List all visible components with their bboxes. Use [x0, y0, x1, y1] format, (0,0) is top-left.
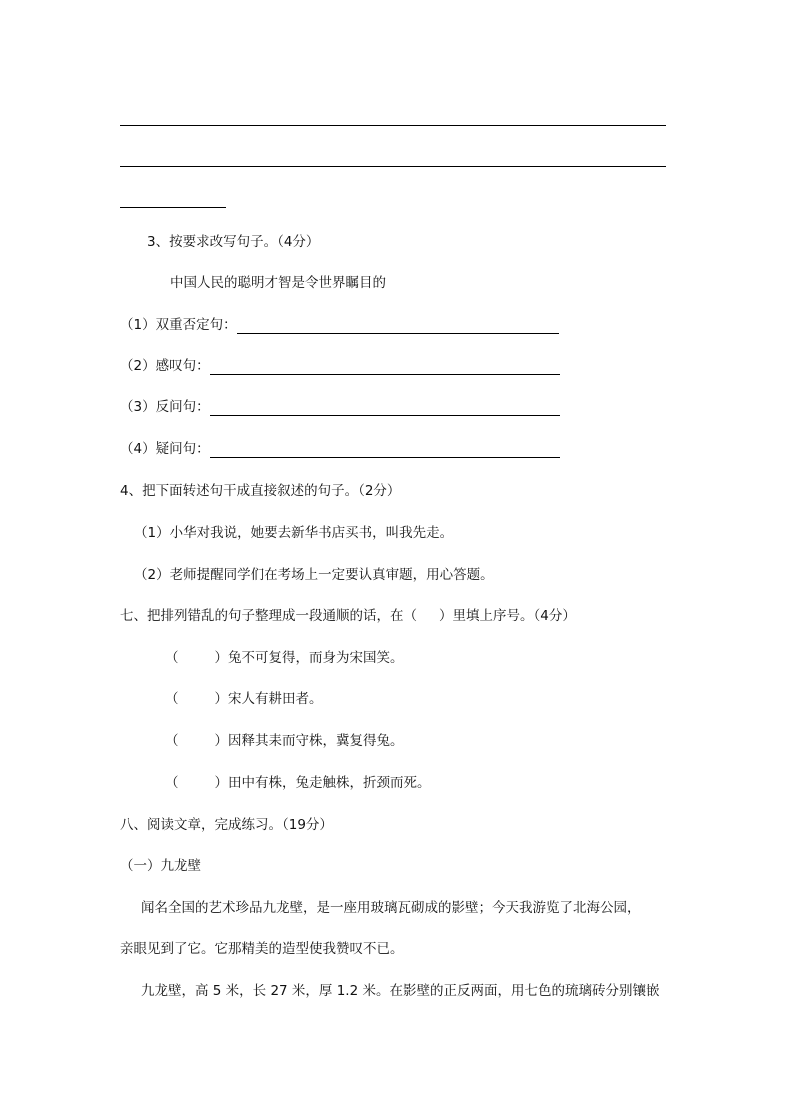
answer-line[interactable]	[120, 207, 226, 208]
order-paren-close: ）	[214, 691, 228, 707]
order-paren-open: （	[165, 650, 179, 666]
order-paren-open: （	[165, 733, 179, 749]
q7-item	[165, 690, 323, 708]
order-paren-open: （	[165, 775, 179, 791]
q7-item	[165, 732, 404, 750]
passage-line: 亲眼见到了它。它那精美的造型使我赞叹不已。	[120, 941, 404, 957]
q7-item-text: 兔不可复得，而身为宋国笑。	[228, 650, 404, 666]
q7-title	[120, 607, 576, 625]
q7-item	[165, 649, 404, 667]
q3-item-label: （1）双重否定句：	[120, 317, 237, 333]
q7-title-text: 七、把排列错乱的句子整理成一段通顺的话，在（	[120, 608, 417, 624]
q8-section-title: （一）九龙壁	[120, 858, 201, 874]
q3-item-label: （4）疑问句：	[120, 441, 210, 457]
q3-sentence: 中国人民的聪明才智是令世界瞩目的	[170, 275, 386, 291]
passage-line: 闻名全国的艺术珍品九龙壁，是一座用玻璃瓦砌成的影壁；今天我游览了北海公园，	[141, 900, 641, 916]
q7-title-text: ）里填上序号。（4分）	[439, 608, 576, 624]
order-paren-close: ）	[214, 733, 228, 749]
q7-item	[165, 774, 431, 792]
answer-blank[interactable]	[210, 401, 560, 416]
q3-item-4	[120, 440, 560, 458]
order-paren-close: ）	[214, 775, 228, 791]
q4-item: （2）老师提醒同学们在考场上一定要认真审题，用心答题。	[134, 567, 494, 583]
q3-item-label: （3）反问句：	[120, 399, 210, 415]
q7-item-text: 田中有株，兔走触株，折颈而死。	[228, 775, 431, 791]
q3-item-2	[120, 357, 560, 375]
q3-title: 3、按要求改写句子。（4分）	[147, 234, 320, 250]
order-paren-close: ）	[214, 650, 228, 666]
passage-line: 九龙壁，高 5 米，长 27 米，厚 1.2 米。在影壁的正反两面，用七色的琉璃砖分别镶嵌	[141, 983, 660, 999]
q3-item-3	[120, 398, 560, 416]
q3-item-label: （2）感叹句：	[120, 358, 210, 374]
q8-title: 八、阅读文章，完成练习。（19分）	[120, 817, 333, 833]
order-paren-open: （	[165, 691, 179, 707]
q7-item-text: 宋人有耕田者。	[228, 691, 323, 707]
answer-blank[interactable]	[210, 360, 560, 375]
q4-title: 4、把下面转述句干成直接叙述的句子。（2分）	[120, 483, 401, 499]
q3-item-1	[120, 316, 559, 334]
answer-line[interactable]	[120, 125, 666, 126]
q4-item: （1）小华对我说，她要去新华书店买书，叫我先走。	[134, 525, 454, 541]
answer-blank[interactable]	[210, 443, 560, 458]
answer-blank[interactable]	[237, 319, 559, 334]
answer-line[interactable]	[120, 166, 666, 167]
q7-item-text: 因释其耒而守株，冀复得兔。	[228, 733, 404, 749]
